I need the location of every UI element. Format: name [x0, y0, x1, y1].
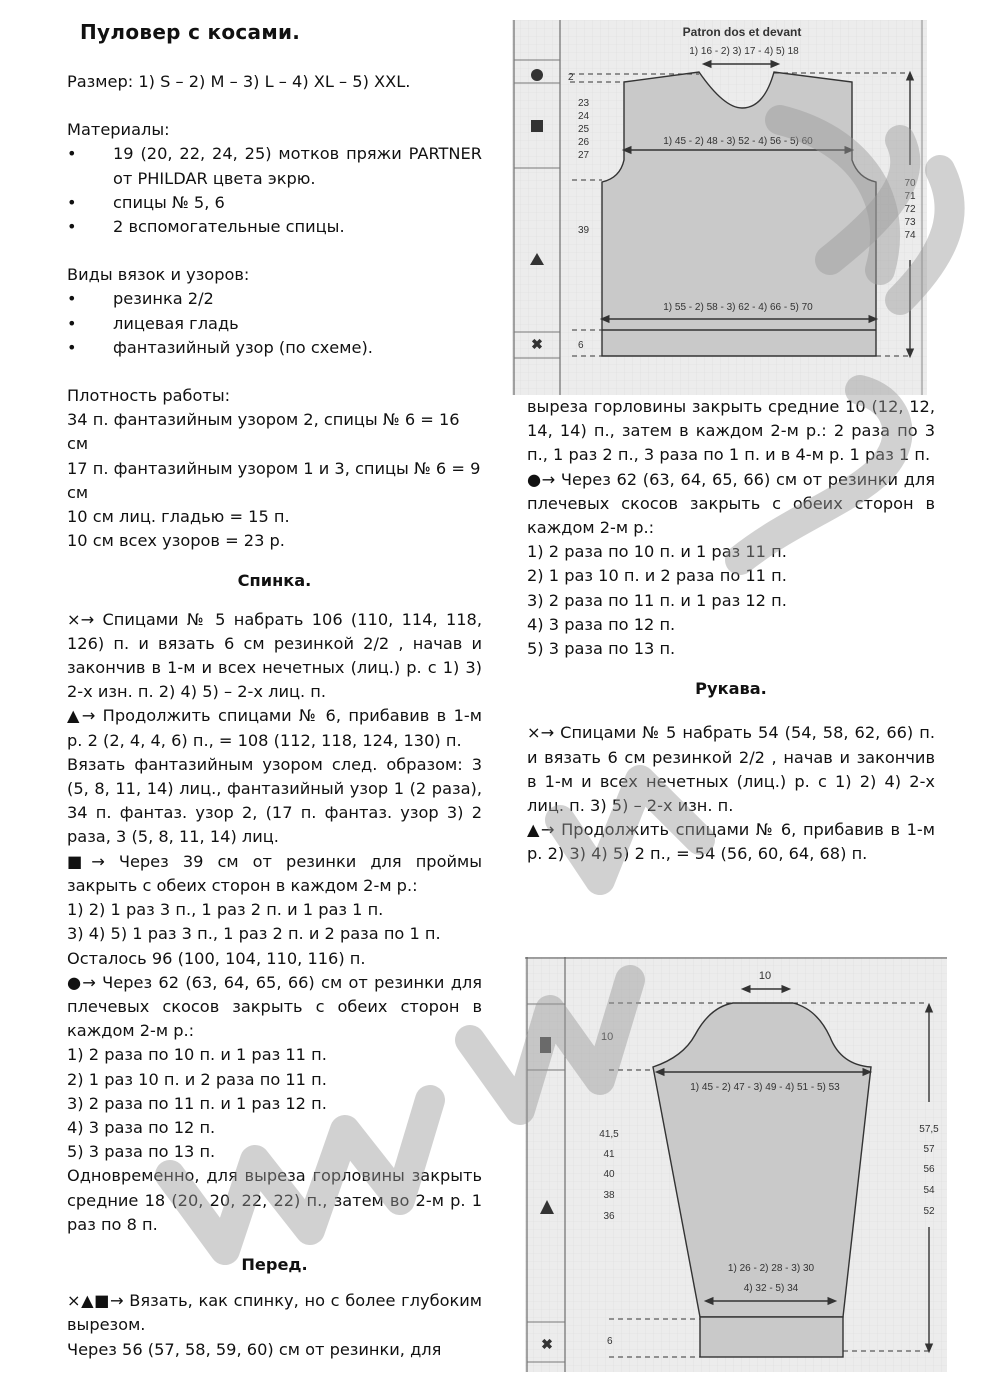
neck-width-label: 1) 16 - 2) 3) 17 - 4) 5) 18 [689, 46, 799, 57]
stitches-item: • лицевая гладь [67, 312, 482, 336]
total-length-label: 72 [904, 204, 916, 215]
armhole-depth-label: 26 [578, 137, 590, 148]
front-paragraph: выреза горловины закрыть средние 10 (12, 12, 14, 14) п., затем в каждом 2-м р.: 2 раза по 3 п., 1 раз 2 п., 3 раза по 1 п. и в 4-м р. 1 раз 1 п. [527, 397, 935, 465]
back-paragraph: ×→ Спицами № 5 набрать 106 (110, 114, 118, 126) п. и вязать 6 см резинкой 2/2 , начав и закончив в 1-м и всех нечетных (лиц.) р. с 1) 3) 2-х изн. п. 2) 4) 5) – 2-х лиц. п. [67, 609, 482, 702]
stitches-heading: Виды вязок и узоров: [67, 265, 250, 285]
sleeves-paragraph: ▲→ Продолжить спицами № 6, прибавив в 1-м р. 2) 3) 4) 5) 2 п., = 54 (56, 60, 64, 68) п. [527, 820, 935, 864]
total-length-label: 71 [904, 191, 916, 202]
back-paragraph: 3) 4) 5) 1 раз 3 п., 1 раз 2 п. и 2 раза по 1 п. [67, 924, 441, 944]
materials-item: • 2 вспомогательные спицы. [67, 215, 482, 239]
gauge-line: 10 см лиц. гладью = 15 п. [67, 507, 290, 527]
bullet-icon: • [67, 337, 77, 357]
front-paragraph: 4) 3 раза по 12 п. [527, 614, 676, 634]
bullet-icon: • [67, 217, 77, 237]
body-pattern-diagram [512, 20, 927, 395]
shoulder-drop-label: 2 [568, 72, 574, 83]
front-heading: Перед. [241, 1254, 308, 1274]
back-paragraph: 3) 2 раза по 11 п. и 1 раз 12 п. [67, 1093, 327, 1113]
body-length-label: 39 [578, 225, 590, 236]
armhole-depth-label: 27 [578, 150, 590, 161]
back-paragraph: Одновременно, для выреза горловины закрыть средние 18 (20, 20, 22, 22) п., затем во 2-м р. 1 раз по 8 п. [67, 1166, 482, 1234]
gauge-heading: Плотность работы: [67, 386, 231, 406]
back-heading: Спинка. [237, 571, 312, 591]
gauge-line: 34 п. фантазийным узором 2, спицы № 6 = 16 см [67, 410, 460, 454]
total-length-label: 73 [904, 217, 916, 228]
sleeves-paragraph: ×→ Спицами № 5 набрать 54 (54, 58, 62, 66) п. и вязать 6 см резинкой 2/2 , начав и закончив в 1-м и всех нечетных (лиц.) р. с 1) 2) 4) 2-х лиц. п. 3) 5) – 2-х изн. п. [527, 723, 935, 816]
length-right-label: 57 [923, 1144, 935, 1155]
diagram-title: Patron dos et devant [682, 25, 802, 39]
length-right-label: 52 [923, 1206, 935, 1217]
length-left-label: 41,5 [599, 1129, 619, 1140]
cuff-width-label: 1) 26 - 2) 28 - 3) 30 [727, 1263, 815, 1274]
back-paragraph: 2) 1 раз 10 п. и 2 раза по 11 п. [67, 1069, 327, 1089]
total-length-label: 74 [904, 230, 916, 241]
sleeves-heading: Рукава. [695, 679, 767, 699]
sleeve-pattern-diagram [525, 957, 947, 1372]
front-paragraph: 1) 2 раза по 10 п. и 1 раз 11 п. [527, 542, 787, 562]
cross-icon: ✖ [541, 1336, 553, 1352]
bullet-icon: • [67, 289, 77, 309]
armhole-depth-label: 24 [578, 111, 590, 122]
bullet-icon: • [67, 313, 77, 333]
back-paragraph: 5) 3 раза по 13 п. [67, 1142, 216, 1162]
square-icon [531, 120, 543, 132]
stitches-item: • фантазийный узор (по схеме). [67, 336, 482, 360]
length-right-label: 57,5 [919, 1124, 939, 1135]
size-line: Размер: 1) S – 2) M – 3) L – 4) XL – 5) XXL. [67, 72, 411, 91]
length-left-label: 38 [603, 1190, 615, 1201]
length-left-label: 41 [603, 1149, 615, 1160]
left-column [67, 70, 482, 1362]
back-paragraph: ●→ Через 62 (63, 64, 65, 66) см от резинки для плечевых скосов закрыть с обеих сторон в каждом 2-м р.: [67, 972, 482, 1041]
back-paragraph: ▲→ Продолжить спицами № 6, прибавив в 1-м р. 2 (2, 4, 4, 6) п., = 108 (112, 118, 124, 130) п. [67, 706, 482, 750]
back-paragraph: ■→ Через 39 см от резинки для проймы закрыть с обеих сторон в каждом 2-м р.: [67, 851, 482, 895]
stitches-item: • резинка 2/2 [67, 287, 482, 311]
right-column [527, 395, 935, 867]
cap-height-label: 10 [601, 1031, 614, 1043]
rib-height-label: 6 [578, 340, 584, 351]
total-length-label: 70 [904, 178, 916, 189]
back-paragraph: 1) 2) 1 раз 3 п., 1 раз 2 п. и 1 раз 1 п. [67, 900, 384, 920]
length-right-label: 54 [923, 1185, 935, 1196]
back-paragraph: Осталось 96 (100, 104, 110, 116) п. [67, 948, 366, 968]
chest-width-label: 1) 45 - 2) 48 - 3) 52 - 4) 56 - 5) 60 [663, 136, 813, 147]
length-right-label: 56 [923, 1164, 935, 1175]
gauge-line: 17 п. фантазийным узором 1 и 3, спицы № 6 = 9 см [67, 458, 481, 502]
armhole-depth-label: 25 [578, 124, 590, 135]
materials-heading: Материалы: [67, 120, 170, 140]
top-width-label: 10 [758, 970, 772, 982]
page-title: Пуловер с косами. [80, 20, 301, 44]
materials-item: • 19 (20, 22, 24, 25) мотков пряжи PARTNER от PHILDAR цвета экрю. [67, 142, 482, 190]
back-paragraph: 4) 3 раза по 12 п. [67, 1117, 216, 1137]
rib-height-label: 6 [607, 1336, 613, 1347]
materials-item: • спицы № 5, 6 [67, 191, 482, 215]
gauge-line: 10 см всех узоров = 23 р. [67, 531, 285, 551]
length-left-label: 36 [603, 1211, 615, 1222]
cross-icon: ✖ [531, 336, 543, 352]
front-paragraph: 5) 3 раза по 13 п. [527, 639, 676, 659]
front-paragraph: Через 56 (57, 58, 59, 60) см от резинки, для [67, 1339, 442, 1359]
front-paragraph: ●→ Через 62 (63, 64, 65, 66) см от резинки для плечевых скосов закрыть с обеих сторон в каждом 2-м р.: [527, 469, 935, 538]
square-icon [540, 1037, 551, 1053]
armhole-depth-label: 23 [578, 98, 590, 109]
back-paragraph: 1) 2 раза по 10 п. и 1 раз 11 п. [67, 1045, 327, 1065]
upper-width-label: 1) 45 - 2) 47 - 3) 49 - 4) 51 - 5) 53 [690, 1082, 840, 1093]
circle-icon [531, 69, 543, 81]
bullet-icon: • [67, 144, 77, 164]
front-paragraph: 3) 2 раза по 11 п. и 1 раз 12 п. [527, 590, 787, 610]
bullet-icon: • [67, 192, 77, 212]
front-paragraph: ×▲■→ Вязать, как спинку, но с более глубоким вырезом. [67, 1291, 482, 1335]
hem-width-label: 1) 55 - 2) 58 - 3) 62 - 4) 66 - 5) 70 [663, 302, 813, 313]
length-left-label: 40 [603, 1169, 615, 1180]
front-paragraph: 2) 1 раз 10 п. и 2 раза по 11 п. [527, 566, 787, 586]
back-paragraph: Вязать фантазийным узором след. образом: 3 (5, 8, 11, 14) лиц., фантазийный узор 1 (2 раза), 34 п. фантаз. узор 2, (17 п. фантаз. узор 3) 2 раза, 3 (5, 8, 11, 14) лиц. [67, 754, 482, 847]
cuff-width-label: 4) 32 - 5) 34 [743, 1283, 799, 1294]
